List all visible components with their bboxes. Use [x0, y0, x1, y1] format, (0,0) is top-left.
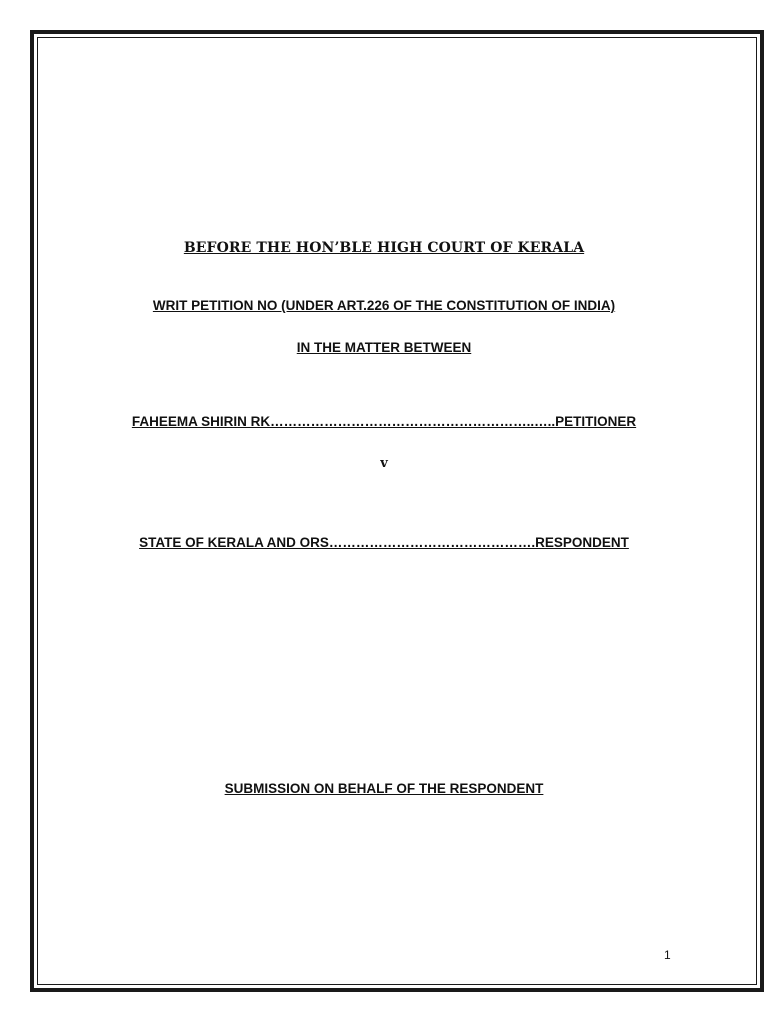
petition-line: WRIT PETITION NO (UNDER ART.226 OF THE CONSTITUTION OF INDIA): [152, 298, 616, 313]
matter-line: IN THE MATTER BETWEEN: [296, 340, 472, 355]
court-heading: BEFORE THE HON’BLE HIGH COURT OF KERALA: [183, 240, 585, 256]
versus-mark: v: [380, 456, 388, 471]
page-number: 1: [664, 948, 671, 962]
submission-line: SUBMISSION ON BEHALF OF THE RESPONDENT: [224, 781, 544, 796]
petitioner-line: FAHEEMA SHIRIN RK…………………………………………………..…..PETITIONER: [131, 414, 637, 429]
page-border-inner: [37, 37, 757, 985]
respondent-line: STATE OF KERALA AND ORS……………………………………….RESPONDENT: [139, 535, 629, 550]
